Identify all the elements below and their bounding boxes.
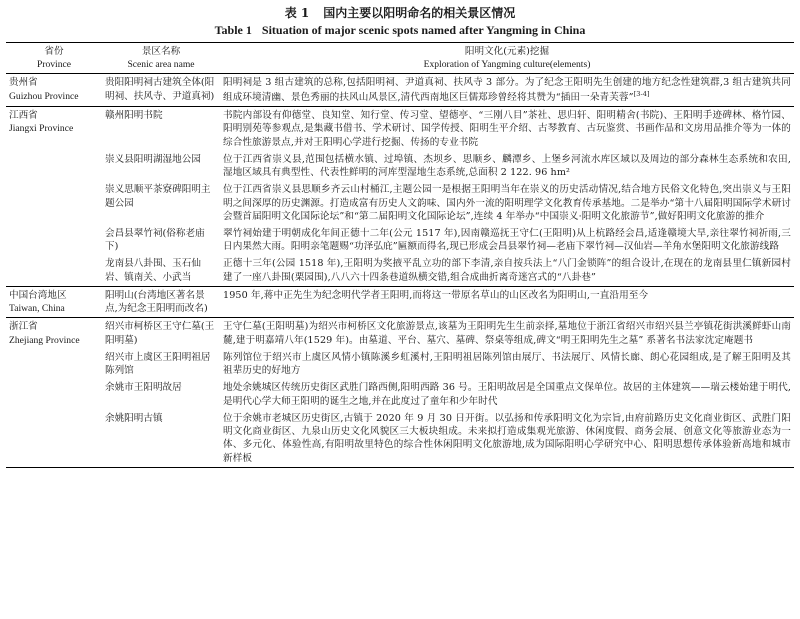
- province-cell: [6, 379, 102, 409]
- caption-cn: [6, 6, 794, 21]
- table-row: [6, 181, 794, 225]
- area-cell: 赣州阳明书院: [105, 110, 163, 122]
- desc-text: 阳明祠是 3 组古建筑的总称,包括阳明祠、尹道真祠、扶风寺 3 部分。为了纪念王阳明先生创建的地方纪念性建筑群,3 组古建筑共同组成环境清幽、景色秀丽的扶风山风景区,清代西南地区巨儒郑珍曾经将其赞为“插田一朵青芙蓉”: [223, 77, 791, 103]
- table-body: [6, 74, 794, 467]
- caption-cn-title: 国内主要以阳明命名的相关景区情况: [323, 6, 516, 20]
- table-row: [6, 151, 794, 181]
- desc-cell: 位于江西省崇义县,范围包括横水镇、过埠镇、杰坝乡、思顺乡、麟潭乡、上堡乡河流水库区域以及周边的部分森林生态系统和农田,湿地区域具有典型性、代表性鲜明的河库型湿地生态系统,总面积 2 122. 96 hm²: [223, 153, 791, 179]
- province-en: Jiangxi Province: [9, 123, 74, 135]
- desc-cell: 书院内部设有仰德堂、良知堂、知行堂、传习堂、望德亭、“三刚八目”茶社、思归轩、阳明精舍(书院)、王阳明手迹碑林、格竹园、阳明别苑等参观点,是集藏书借书、学术研讨、国学传授、阳明生平介绍、古琴教育、古玩鉴赏、书画作品和文房用品推介等为一体的综合性旅游景点,并对王阳明心学进行挖掘、传扬的专业书院: [223, 110, 791, 148]
- desc-cell: 陈列馆位于绍兴市上虞区风情小镇陈溪乡虹溪村,王阳明祖居陈列馆由展厅、书法展厅、风情长廊、朗心花园组成,是了解王阳明及其祖辈历史的好地方: [223, 351, 791, 377]
- header-province-cn: 省份: [44, 46, 64, 57]
- province-cell: [6, 151, 102, 181]
- citation: [3-4]: [633, 89, 650, 98]
- province-cell: [6, 410, 102, 467]
- header-area: [102, 43, 220, 74]
- province-cell: [6, 74, 102, 107]
- header-area-cn: 景区名称: [141, 46, 181, 57]
- province-cell: [6, 349, 102, 379]
- table-row: [6, 74, 794, 107]
- desc-cell: 位于江西省崇义县思顺乡齐云山村桶江,主题公园一是根据王阳明当年在崇义的历史活动情况,结合地方民俗文化特色,突出崇义与王阳明之间深厚的历史渊源。打造成富有历史人文韵味、国内外一流的阳明理学文化教育传承基地。二是举办“第十八届阳明国际学术研讨会暨首届阳明文化国际论坛”和“第二届阳明文化国际论坛”,连续 4 年举办“中国崇义·阳明文化旅游节”,做好阳明文化旅游的推介: [223, 184, 791, 222]
- table-row: [6, 255, 794, 286]
- desc-cell: 翠竹祠始建于明朝成化年间正德十二年(公元 1517 年),因南赣巡抚王守仁(王阳明)从上杭路经会昌,适逢赣境大旱,亲往翠竹祠祈雨,三日内果然大雨。阳明亲笔题赐“功泽弘庇”匾额而得名,现已形成会昌县翠竹祠—老庙下翠竹祠—汉仙岩—羊角水堡阳明文化旅游线路: [223, 228, 791, 253]
- province-cell: [6, 225, 102, 255]
- desc-cell: [220, 74, 794, 107]
- province-cn: 中国台湾地区: [9, 289, 67, 301]
- header-culture-en: Exploration of Yangming culture(elements): [423, 59, 591, 71]
- province-en: Guizhou Province: [9, 90, 79, 102]
- caption-cn-number: 表 1: [284, 6, 310, 20]
- table-row: [6, 286, 794, 317]
- header-province-en: Province: [36, 59, 72, 71]
- table-row: [6, 349, 794, 379]
- caption-en-number: Table 1: [214, 23, 252, 37]
- table-header: [6, 43, 794, 74]
- desc-cell: 正德十三年(公园 1518 年),王阳明为奖掖平乱立功的部下李清,亲自按兵法上“八门金锁阵”的组合设计,在现在的龙南县里仁镇新园村建了一座八卦围(栗园围),八八六十四条巷道纵横交错,组合成曲折离奇迷宫式的“八卦巷”: [223, 258, 791, 283]
- province-cn: 贵州省: [9, 77, 38, 89]
- province-en: Taiwan, China: [9, 303, 65, 315]
- header-area-en: Scenic area name: [127, 59, 195, 71]
- desc-cell: 王守仁墓(王阳明墓)为绍兴市柯桥区文化旅游景点,该墓为王阳明先生生前亲择,墓地位于浙江省绍兴市绍兴县兰亭镇花街洪溪鲜虾山南麓,建于明嘉靖八年(1529 年)。由墓道、平台、墓穴、墓碑、祭桌等组成,碑文“明王阳明先生之墓” 系著名书法家沈定庵题书: [223, 321, 791, 346]
- province-cn: 浙江省: [9, 321, 38, 333]
- table-caption: [6, 6, 794, 38]
- table-row: [6, 379, 794, 409]
- area-cell: 崇义县阳明湖湿地公园: [105, 153, 201, 165]
- area-cell: 龙南县八卦围、玉石仙岩、镇南关、小武当: [105, 258, 201, 283]
- scenic-spots-table: [6, 42, 794, 468]
- table-row: [6, 107, 794, 151]
- desc-cell: 1950 年,蒋中正先生为纪念明代学者王阳明,而将这一带原名草山的山区改名为阳明山,一直沿用至今: [223, 289, 649, 301]
- header-province: [6, 43, 102, 74]
- province-cn: 江西省: [9, 110, 38, 122]
- area-cell: 阳明山(台湾地区著名景点,为纪念王阳明而改名): [105, 289, 208, 315]
- table-row: [6, 225, 794, 255]
- caption-en-title: Situation of major scenic spots named after Yangming in China: [261, 23, 586, 37]
- area-cell: 崇义思顺平茶寮碑阳明主题公园: [105, 184, 211, 209]
- province-cell: [6, 107, 102, 151]
- desc-cell: 位于余姚市老城区历史街区,古镇于 2020 年 9 月 30 日开街。以弘扬和传承阳明文化为宗旨,由府前路历史文化商业街区、武胜门阳明文化商业街区、九泉山历史文化风貌区三大板块组成。未来拟打造成集观光旅游、休闲度假、商务会展、创意文化等旅游业态为一体、多元化、体验性高,有阳明故里特色的综合性休闲阳明文化旅游地,成为国际阳明心学研究中心、阳明思想传承体验新高地和城市新样板: [223, 412, 791, 464]
- caption-en: [6, 23, 794, 38]
- area-cell: 余姚阳明古镇: [105, 412, 163, 424]
- province-cell: [6, 318, 102, 349]
- area-cell: 绍兴市上虞区王阳明祖居陈列馆: [105, 351, 211, 377]
- table-row: [6, 318, 794, 349]
- header-culture: [220, 43, 794, 74]
- province-en: Zhejiang Province: [9, 334, 80, 346]
- desc-cell: 地处余姚城区传统历史街区武胜门路西侧,阳明西路 36 号。王阳明故居是全国重点文保单位。故居的主体建筑——瑞云楼始建于明代,是明代心学大师王阳明的诞生之地,并在此度过了童年和少年时代: [223, 382, 791, 407]
- province-cell: [6, 255, 102, 286]
- area-cell: 会昌县翠竹祠(俗称老庙下): [105, 228, 205, 253]
- area-cell: 余姚市王阳明故居: [105, 382, 182, 394]
- area-cell: 绍兴市柯桥区王守仁墓(王阳明墓): [105, 321, 215, 346]
- province-cell: [6, 181, 102, 225]
- header-culture-cn: 阳明文化(元素)挖掘: [464, 46, 550, 57]
- province-cell: [6, 286, 102, 317]
- area-cell: 贵阳阳明祠古建筑全体(阳明祠、扶风寺、尹道真祠): [105, 77, 215, 102]
- table-row: [6, 410, 794, 467]
